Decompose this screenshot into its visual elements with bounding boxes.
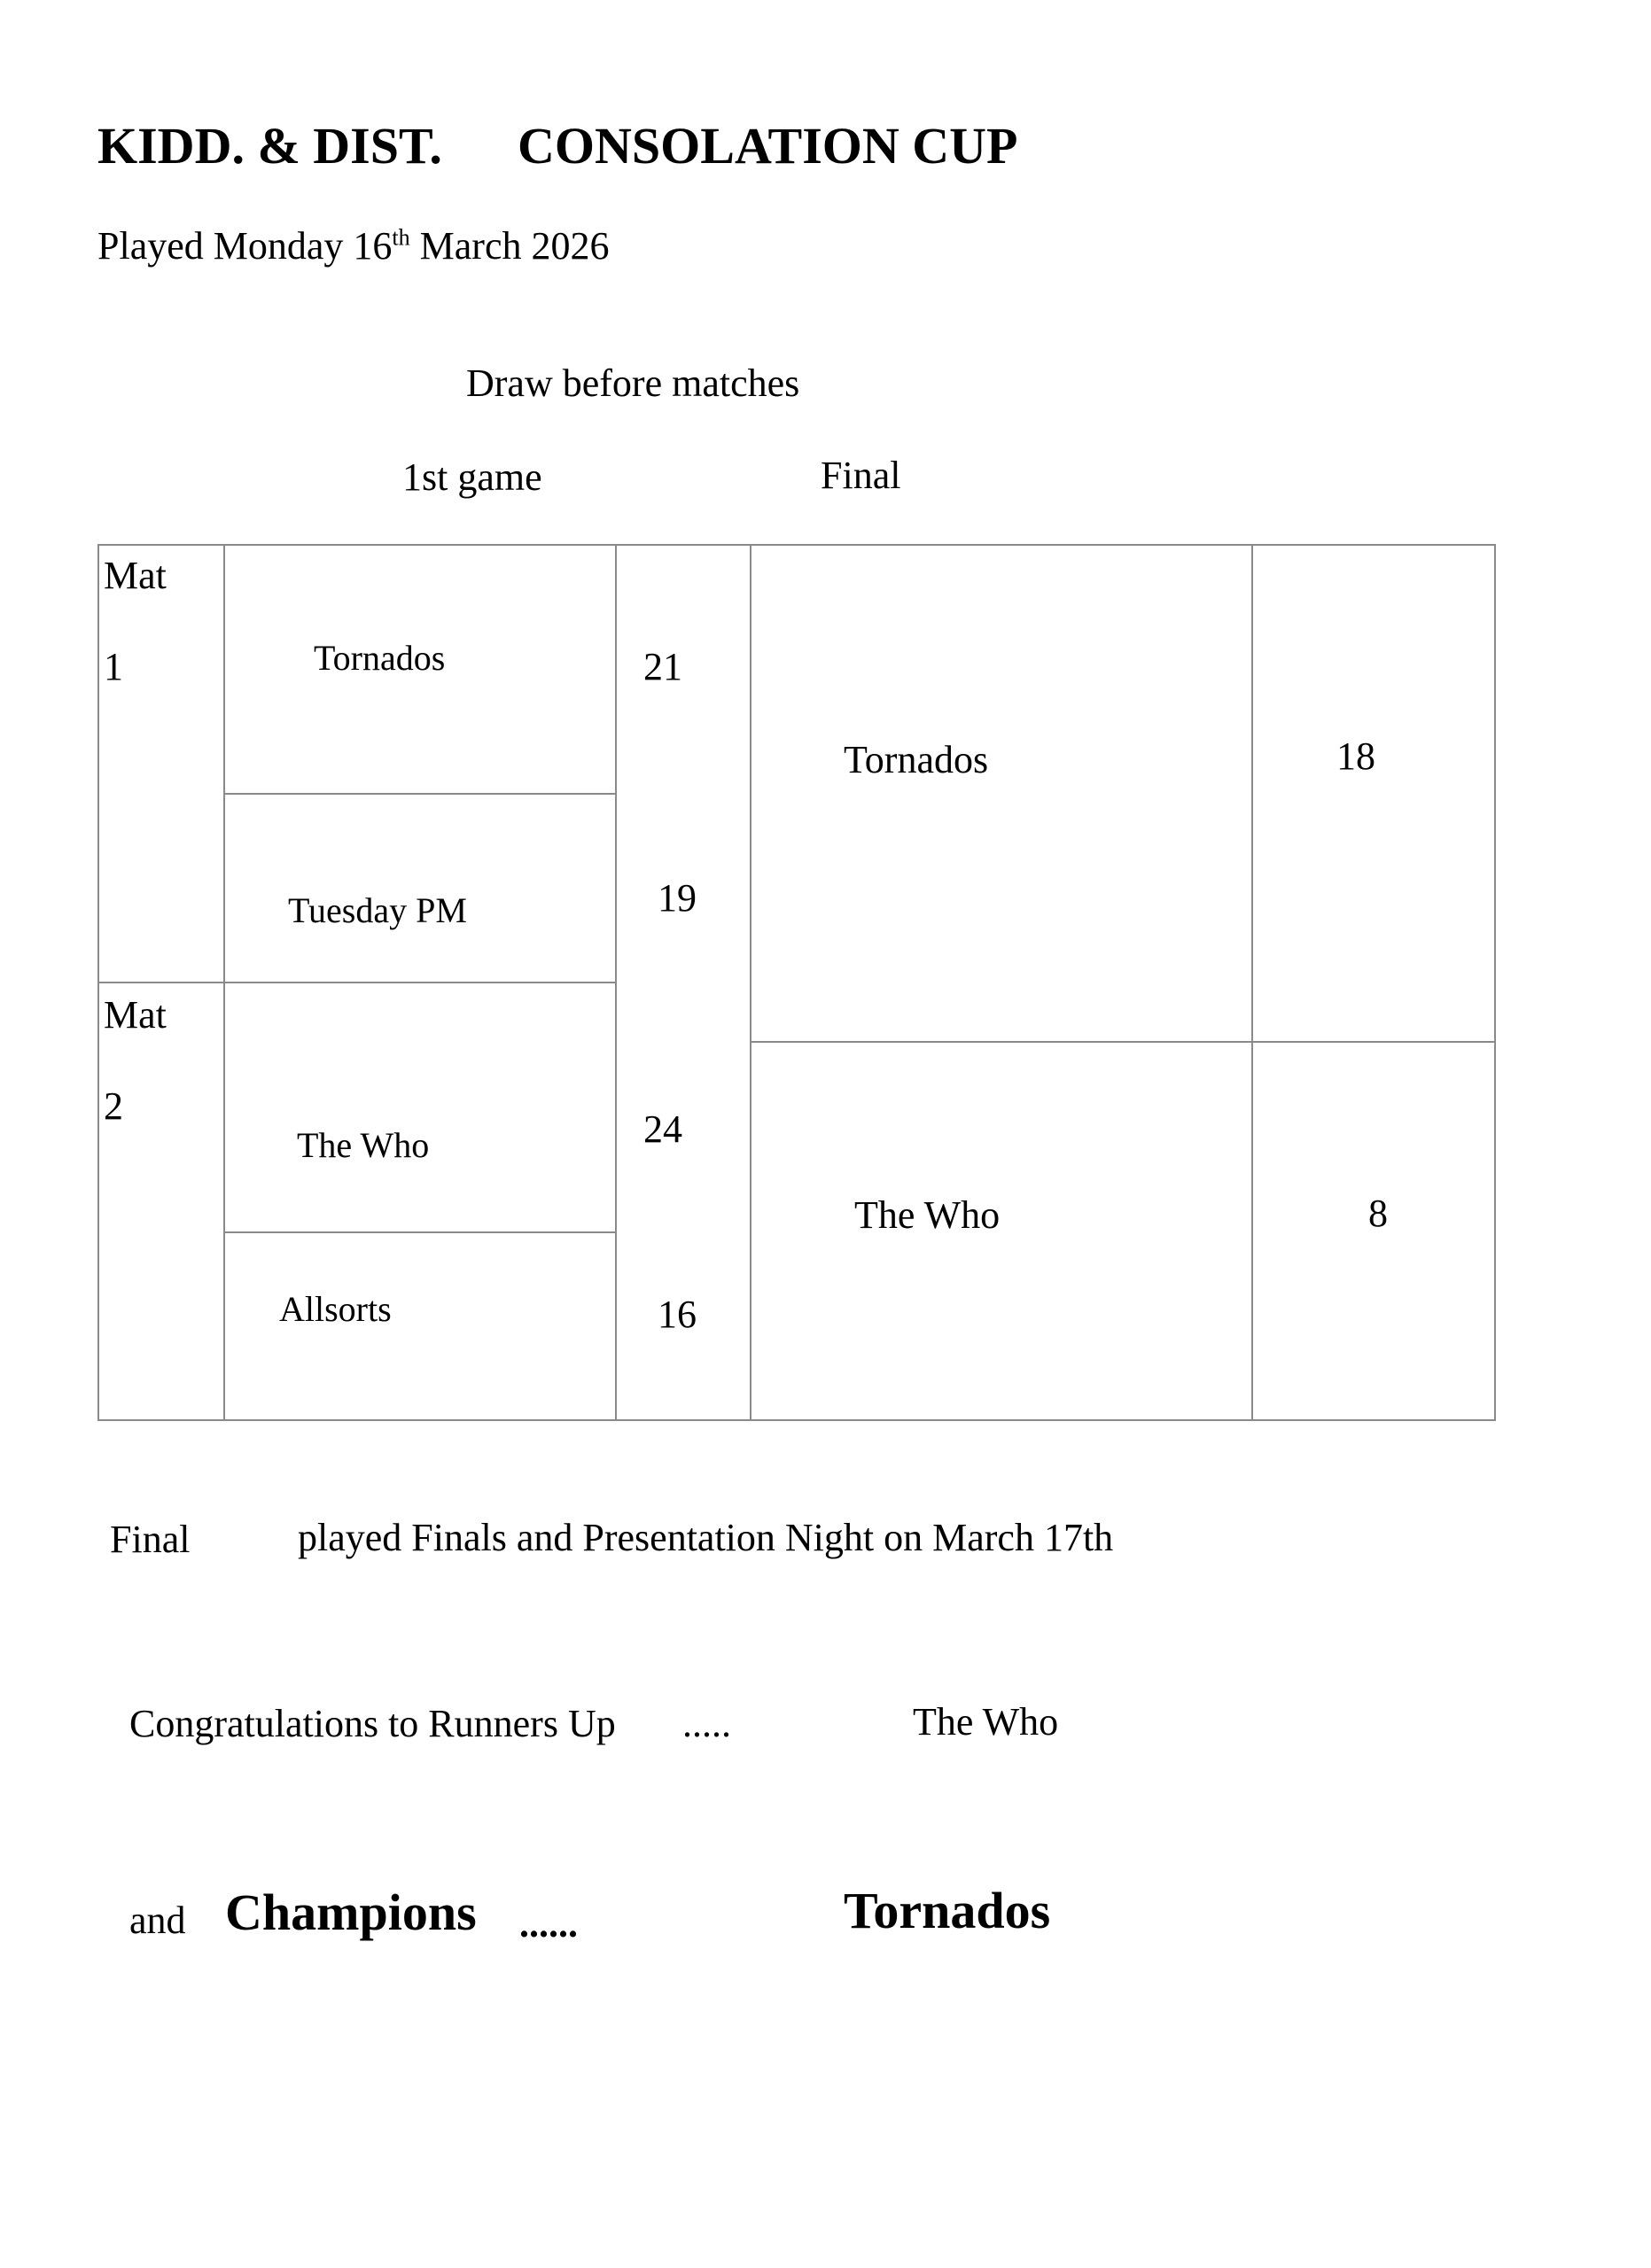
runners-up-team: The Who <box>913 1700 1059 1744</box>
table-border-top <box>97 544 1496 546</box>
champions-team: Tornados <box>844 1882 1051 1939</box>
final-header: Final <box>821 454 901 497</box>
title-right: CONSOLATION CUP <box>518 117 1018 175</box>
played-date-rest: March 2026 <box>409 224 610 268</box>
draw-label: Draw before matches <box>466 361 800 405</box>
mat1-number: 1 <box>104 645 123 688</box>
mat1-label: Mat <box>104 554 167 597</box>
game1-score-1: 21 <box>643 645 682 688</box>
game1-score-4: 16 <box>658 1293 697 1336</box>
runners-up-text: Congratulations to Runners Up <box>129 1702 616 1745</box>
final-label: Final <box>110 1518 191 1561</box>
table-row-divider-1 <box>223 793 615 795</box>
game1-score-2: 19 <box>658 876 697 920</box>
mat2-number: 2 <box>104 1084 123 1128</box>
final-score-1: 18 <box>1336 734 1375 778</box>
table-row-divider-final <box>750 1041 1496 1043</box>
runners-up-dots: ..... <box>682 1702 731 1745</box>
table-border-bottom <box>97 1419 1496 1421</box>
final-team-2: The Who <box>854 1193 1001 1237</box>
game1-team-2: Tuesday PM <box>288 890 467 930</box>
champions-dots: ...... <box>519 1902 578 1946</box>
table-row-divider-2 <box>97 982 615 983</box>
table-row-divider-3 <box>223 1231 615 1233</box>
final-score-2: 8 <box>1368 1192 1388 1235</box>
game1-score-3: 24 <box>643 1107 682 1151</box>
played-date-ordinal: th <box>392 224 410 251</box>
mat2-label: Mat <box>104 993 167 1037</box>
and-text: and <box>129 1899 186 1942</box>
game1-team-1: Tornados <box>314 638 446 678</box>
final-note: played Finals and Presentation Night on March 17th <box>298 1516 1114 1559</box>
played-date <box>97 224 610 268</box>
played-date-prefix: Played Monday 16 <box>97 224 393 268</box>
table-divider-score <box>750 544 752 1421</box>
first-game-header: 1st game <box>402 455 542 499</box>
game1-team-3: The Who <box>297 1125 430 1165</box>
title-left: KIDD. & DIST. <box>97 117 442 175</box>
final-team-1: Tornados <box>844 738 989 781</box>
game1-team-4: Allsorts <box>279 1289 392 1329</box>
table-divider-final <box>1251 544 1253 1421</box>
champions-text: Champions <box>225 1884 477 1941</box>
table-divider-team <box>615 544 617 1421</box>
table-border-right <box>1494 544 1496 1421</box>
